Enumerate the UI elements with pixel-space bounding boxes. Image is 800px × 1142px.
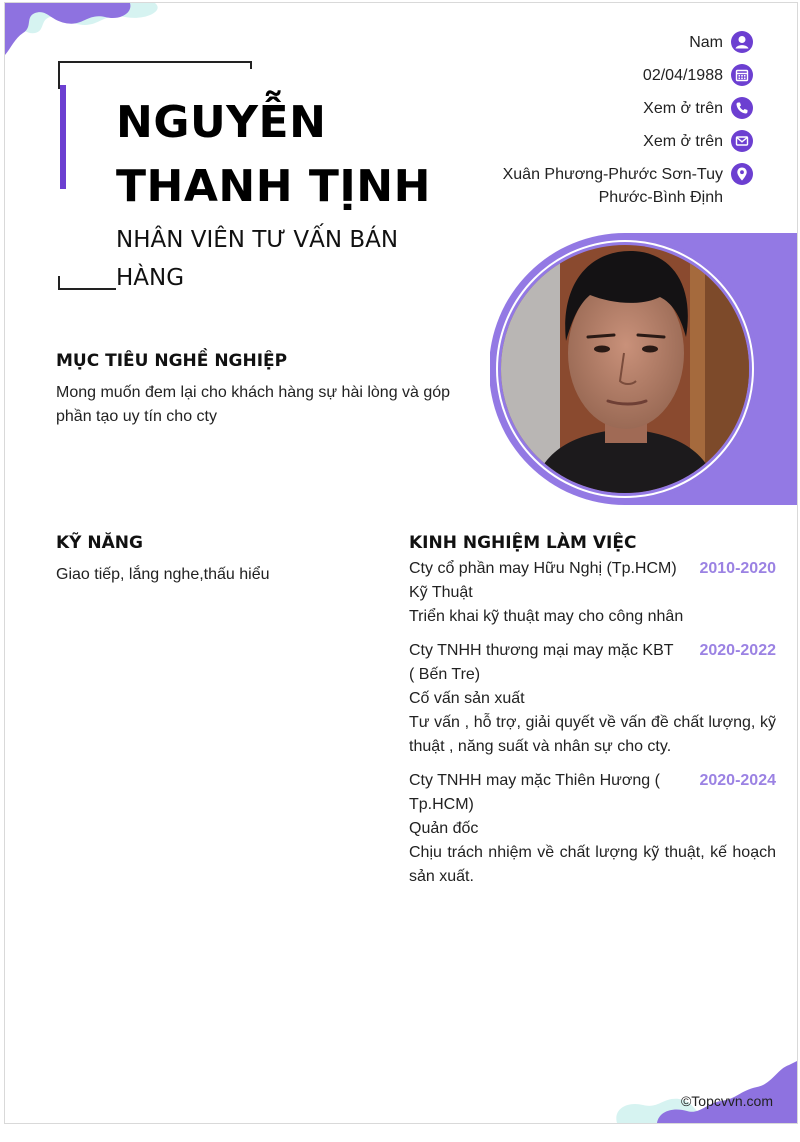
bottom-right-decoration	[607, 1061, 797, 1123]
job-years: 2020-2024	[699, 772, 776, 789]
job-company: Cty cổ phần may Hữu Nghị (Tp.HCM)	[409, 560, 677, 577]
job-years: 2020-2022	[699, 642, 776, 659]
contact-gender	[393, 31, 753, 54]
job-item	[409, 769, 776, 889]
calendar-icon	[731, 64, 753, 86]
mail-icon	[731, 130, 753, 152]
job-description: Triển khai kỹ thuật may cho công nhân	[409, 608, 684, 625]
job-item	[409, 639, 776, 759]
job-position: Cố vấn sản xuất	[409, 690, 525, 707]
contact-birthday-text: 02/04/1988	[642, 67, 723, 84]
experience-title: KINH NGHIỆM LÀM VIỆC	[409, 533, 637, 553]
experience-list	[409, 557, 776, 899]
profile-photo	[490, 233, 797, 505]
job-company: Cty TNHH may mặc Thiên Hương ( Tp.HCM)	[409, 772, 660, 813]
candidate-role: NHÂN VIÊN TƯ VẤN BÁN HÀNG	[116, 227, 399, 291]
contact-address	[393, 163, 753, 209]
skills-text: Giao tiếp, lắng nghe,thấu hiểu	[56, 566, 270, 583]
job-item	[409, 557, 776, 629]
footer-credit: ©Topcvvn.com	[680, 1093, 773, 1109]
contact-gender-text: Nam	[689, 34, 723, 51]
job-description: Chịu trách nhiệm về chất lượng kỹ thuật, kế hoạch sản xuất.	[409, 844, 776, 885]
person-icon	[731, 31, 753, 53]
skills-title: KỸ NĂNG	[56, 533, 143, 553]
contact-list	[393, 31, 753, 219]
top-left-decoration	[5, 3, 165, 63]
job-position: Kỹ Thuật	[409, 584, 473, 601]
candidate-name: NGUYỄN THANH TỊNH	[116, 97, 431, 212]
objective-title: MỤC TIÊU NGHỀ NGHIỆP	[56, 351, 288, 371]
contact-email-text: Xem ở trên	[643, 133, 723, 150]
contact-phone	[393, 97, 753, 120]
contact-birthday	[393, 64, 753, 87]
job-description: Tư vấn , hỗ trợ, giải quyết về vấn đề chất lượng, kỹ thuật , năng suất và nhân sự cho cty.	[409, 714, 776, 755]
job-years: 2010-2020	[699, 560, 776, 577]
contact-address-text: Xuân Phương-Phước Sơn-Tuy Phước-Bình Định	[502, 166, 723, 206]
contact-phone-text: Xem ở trên	[643, 100, 723, 117]
job-position: Quản đốc	[409, 820, 479, 837]
contact-email	[393, 130, 753, 153]
location-icon	[731, 163, 753, 185]
phone-icon	[731, 97, 753, 119]
objective-text: Mong muốn đem lại cho khách hàng sự hài lòng và góp phần tạo uy tín cho cty	[56, 384, 451, 425]
cv-page	[4, 2, 798, 1124]
job-company: Cty TNHH thương mại may mặc KBT ( Bến Tre)	[409, 642, 674, 683]
accent-bar	[60, 85, 66, 189]
